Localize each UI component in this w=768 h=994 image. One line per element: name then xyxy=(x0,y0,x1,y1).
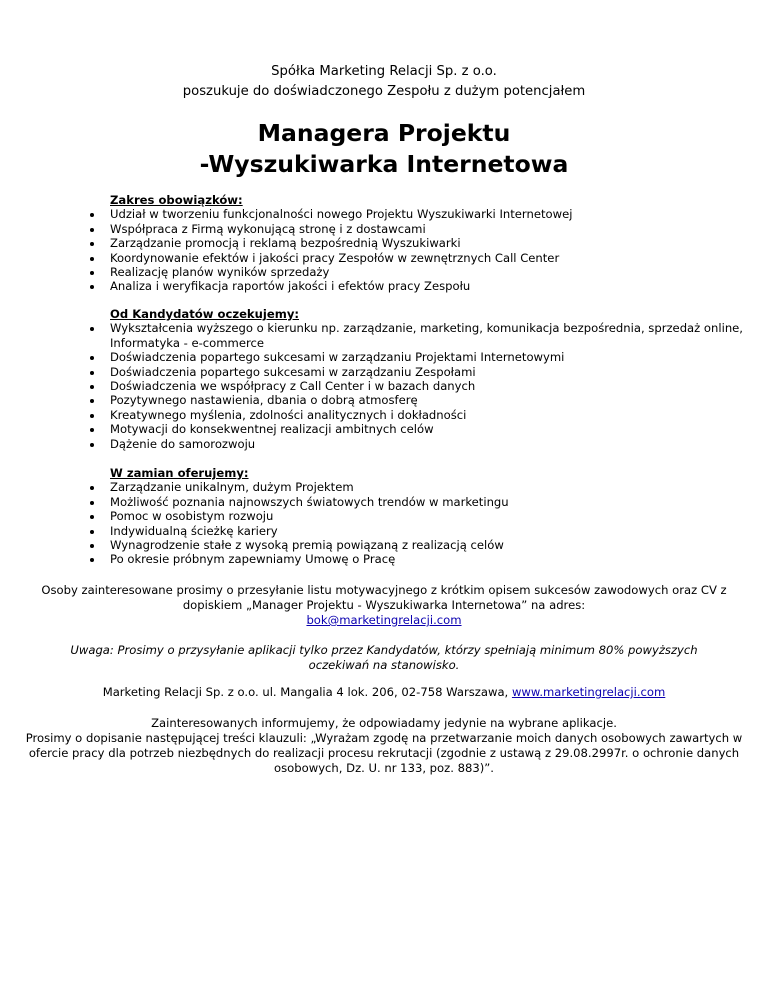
duties-section xyxy=(88,193,748,294)
offer-heading: W zamian oferujemy: xyxy=(110,466,249,480)
address-paragraph xyxy=(40,685,728,700)
job-title-line-1: Managera Projektu xyxy=(257,119,511,147)
requirement-item: Kreatywnego myślenia, zdolności analitycznych i dokładności xyxy=(88,408,748,422)
disclaimer-line-1: Zainteresowanych informujemy, że odpowiadamy jedynie na wybrane aplikacje. xyxy=(151,716,617,730)
disclaimer-paragraph xyxy=(24,716,744,776)
website-link[interactable]: www.marketingrelacji.com xyxy=(511,685,666,699)
offer-item: Po okresie próbnym zapewniamy Umowę o Pracę xyxy=(88,552,748,566)
apply-paragraph xyxy=(40,583,728,628)
offer-item: Zarządzanie unikalnym, dużym Projektem xyxy=(88,480,748,494)
offer-item: Indywidualną ścieżkę kariery xyxy=(88,524,748,538)
offer-item: Pomoc w osobistym rozwoju xyxy=(88,509,748,523)
duties-heading: Zakres obowiązków: xyxy=(110,193,243,207)
offer-list xyxy=(88,480,748,566)
address-text: Marketing Relacji Sp. z o.o. ul. Mangalia 4 lok. 206, 02-758 Warszawa, xyxy=(102,685,509,699)
note-paragraph: Uwaga: Prosimy o przysyłanie aplikacji tylko przez Kandydatów, którzy spełniają minimum 80% powyższych oczekiwań na stanowisko. xyxy=(70,643,698,672)
requirements-section xyxy=(88,307,748,451)
intro-tagline: poszukuje do doświadczonego Zespołu z dużym potencjałem xyxy=(182,84,586,99)
duty-item: Analiza i weryfikacja raportów jakości i efektów pracy Zespołu xyxy=(88,279,748,293)
requirement-item: Wykształcenia wyższego o kierunku np. zarządzanie, marketing, komunikacja bezpośrednia, sprzedaż online, Informatyka - e-commerce xyxy=(88,321,748,350)
requirement-item: Dążenie do samorozwoju xyxy=(88,437,748,451)
requirement-item: Doświadczenia popartego sukcesami w zarządzaniu Projektami Internetowymi xyxy=(88,350,748,364)
apply-text: Osoby zainteresowane prosimy o przesyłanie listu motywacyjnego z krótkim opisem sukcesów zawodowych oraz CV z dopiskiem „Manager Projektu - Wyszukiwarka Internetowa” na adres: xyxy=(41,583,727,612)
offer-section xyxy=(88,466,748,567)
requirement-item: Doświadczenia popartego sukcesami w zarządzaniu Zespołami xyxy=(88,365,748,379)
job-title xyxy=(0,118,768,180)
offer-item: Możliwość poznania najnowszych światowych trendów w marketingu xyxy=(88,495,748,509)
email-link[interactable]: bok@marketingrelacji.com xyxy=(306,613,462,627)
disclaimer-line-2: Prosimy o dopisanie następującej treści klauzuli: „Wyrażam zgodę na przetwarzanie moich danych osobowych zawartych w ofercie pracy dla potrzeb niezbędnych do realizacji procesu rekrutacji (zgodnie z ustawą z 29.08.2997r. o ochronie danych osobowych, Dz. U. nr 133, poz. 883)”. xyxy=(25,731,743,775)
duty-item: Zarządzanie promocją i reklamą bezpośrednią Wyszukiwarki xyxy=(88,236,748,250)
company-line: Spółka Marketing Relacji Sp. z o.o. xyxy=(271,64,497,79)
requirement-item: Motywacji do konsekwentnej realizacji ambitnych celów xyxy=(88,422,748,436)
duty-item: Współpraca z Firmą wykonującą stronę i z dostawcami xyxy=(88,222,748,236)
duty-item: Udział w tworzeniu funkcjonalności nowego Projektu Wyszukiwarki Internetowej xyxy=(88,207,748,221)
job-title-line-2: -Wyszukiwarka Internetowa xyxy=(199,150,569,178)
offer-item: Wynagrodzenie stałe z wysoką premią powiązaną z realizacją celów xyxy=(88,538,748,552)
requirements-heading: Od Kandydatów oczekujemy: xyxy=(110,307,300,321)
requirement-item: Doświadczenia we współpracy z Call Center i w bazach danych xyxy=(88,379,748,393)
requirement-item: Pozytywnego nastawienia, dbania o dobrą atmosferę xyxy=(88,393,748,407)
duty-item: Koordynowanie efektów i jakości pracy Zespołów w zewnętrznych Call Center xyxy=(88,251,748,265)
requirements-list xyxy=(88,321,748,451)
duty-item: Realizację planów wyników sprzedaży xyxy=(88,265,748,279)
duties-list xyxy=(88,207,748,293)
intro xyxy=(0,62,768,102)
